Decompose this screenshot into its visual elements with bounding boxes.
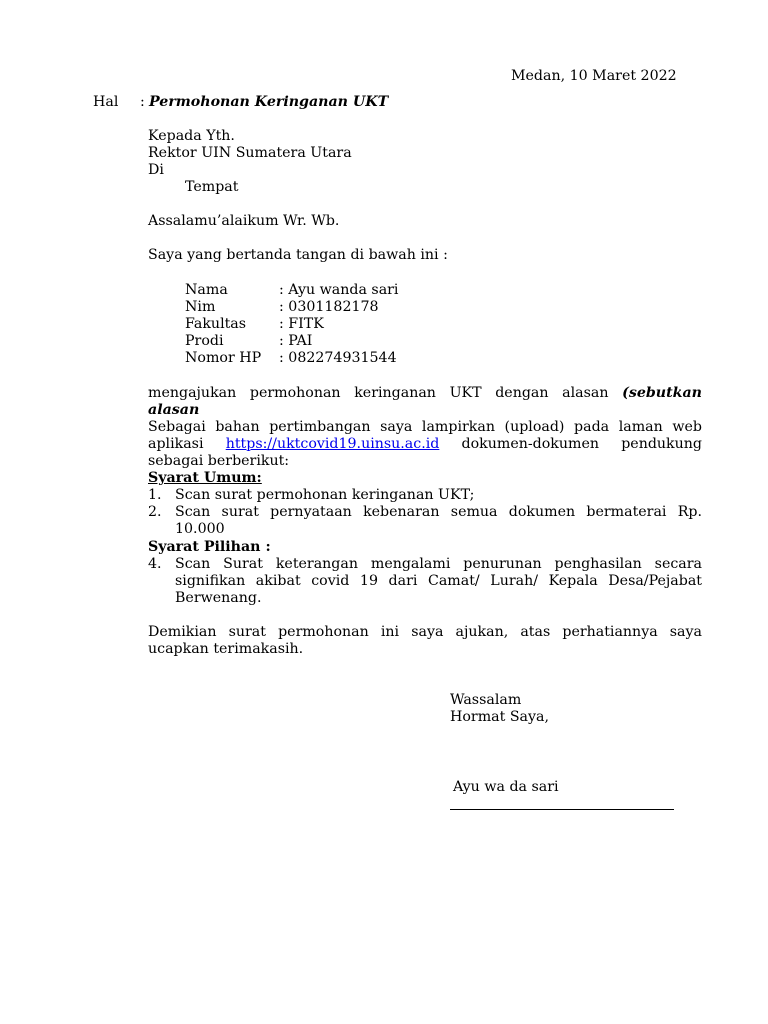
body-text: mengajukan permohonan keringanan UKT dengan alasan — [148, 385, 609, 401]
list-number: 4. — [148, 556, 162, 572]
field-row — [185, 333, 312, 350]
body-text: aplikasi — [148, 436, 204, 452]
field-label: Nomor HP — [185, 350, 262, 366]
greeting: Assalamu’alaikum Wr. Wb. — [148, 213, 340, 229]
field-label: Nim — [185, 299, 216, 315]
field-value: : 0301182178 — [279, 299, 379, 315]
list-item-text: Scan Surat keterangan mengalami penurunan penghasilan secara — [175, 556, 702, 572]
subject-label: Hal — [93, 94, 119, 110]
list-item-text: Scan surat permohonan keringanan UKT; — [175, 487, 475, 503]
signature-regards: Hormat Saya, — [450, 709, 549, 725]
syarat-pilihan-heading: Syarat Pilihan : — [148, 539, 271, 555]
field-value: : FITK — [279, 316, 324, 332]
syarat-umum-heading: Syarat Umum: — [148, 470, 262, 486]
field-value: : 082274931544 — [279, 350, 397, 366]
list-item-text: signifikan akibat covid 19 dari Camat/ Lurah/ Kepala Desa/Pejabat — [175, 573, 702, 589]
reason-placeholder: (sebutkan — [622, 385, 702, 401]
field-label: Nama — [185, 282, 228, 298]
closing-line: ucapkan terimakasih. — [148, 641, 304, 657]
upload-link[interactable]: https://uktcovid19.uinsu.ac.id — [225, 436, 440, 452]
body-paragraph-line: Sebagai bahan pertimbangan saya lampirkan (upload) pada laman web — [148, 419, 702, 435]
field-row — [185, 282, 398, 299]
recipient-line-3: Di — [148, 162, 164, 178]
body-paragraph-line: sebagai berberikut: — [148, 453, 290, 469]
recipient-line-1: Kepada Yth. — [148, 128, 235, 144]
field-value: : PAI — [279, 333, 313, 349]
reason-placeholder-cont: alasan — [148, 402, 200, 418]
closing-line: Demikian surat permohonan ini saya ajukan, atas perhatiannya saya — [148, 624, 702, 640]
field-row — [185, 316, 324, 333]
recipient-line-2: Rektor UIN Sumatera Utara — [148, 145, 352, 161]
list-item-text: Berwenang. — [175, 590, 262, 606]
list-number: 2. — [148, 504, 162, 520]
field-label: Fakultas — [185, 316, 247, 332]
intro-text: Saya yang bertanda tangan di bawah ini : — [148, 247, 448, 263]
field-row — [185, 350, 397, 367]
recipient-line-4: Tempat — [185, 179, 239, 195]
field-label: Prodi — [185, 333, 224, 349]
signature-line — [450, 809, 674, 810]
body-paragraph-line — [148, 436, 702, 453]
list-number: 1. — [148, 487, 162, 503]
letter-date: Medan, 10 Maret 2022 — [511, 68, 677, 84]
field-row — [185, 299, 379, 316]
list-item-text: Scan surat pernyataan kebenaran semua dokumen bermaterai Rp. — [175, 504, 702, 520]
list-item-text: 10.000 — [175, 521, 225, 537]
signature-salutation: Wassalam — [450, 692, 522, 708]
subject-value: Permohonan Keringanan UKT — [149, 94, 389, 110]
body-paragraph-line — [148, 385, 702, 402]
body-text: dokumen-dokumen pendukung — [461, 436, 703, 452]
subject-colon: : — [140, 94, 145, 110]
signature-name: Ayu wa da sari — [453, 779, 559, 795]
field-value: : Ayu wanda sari — [279, 282, 399, 298]
